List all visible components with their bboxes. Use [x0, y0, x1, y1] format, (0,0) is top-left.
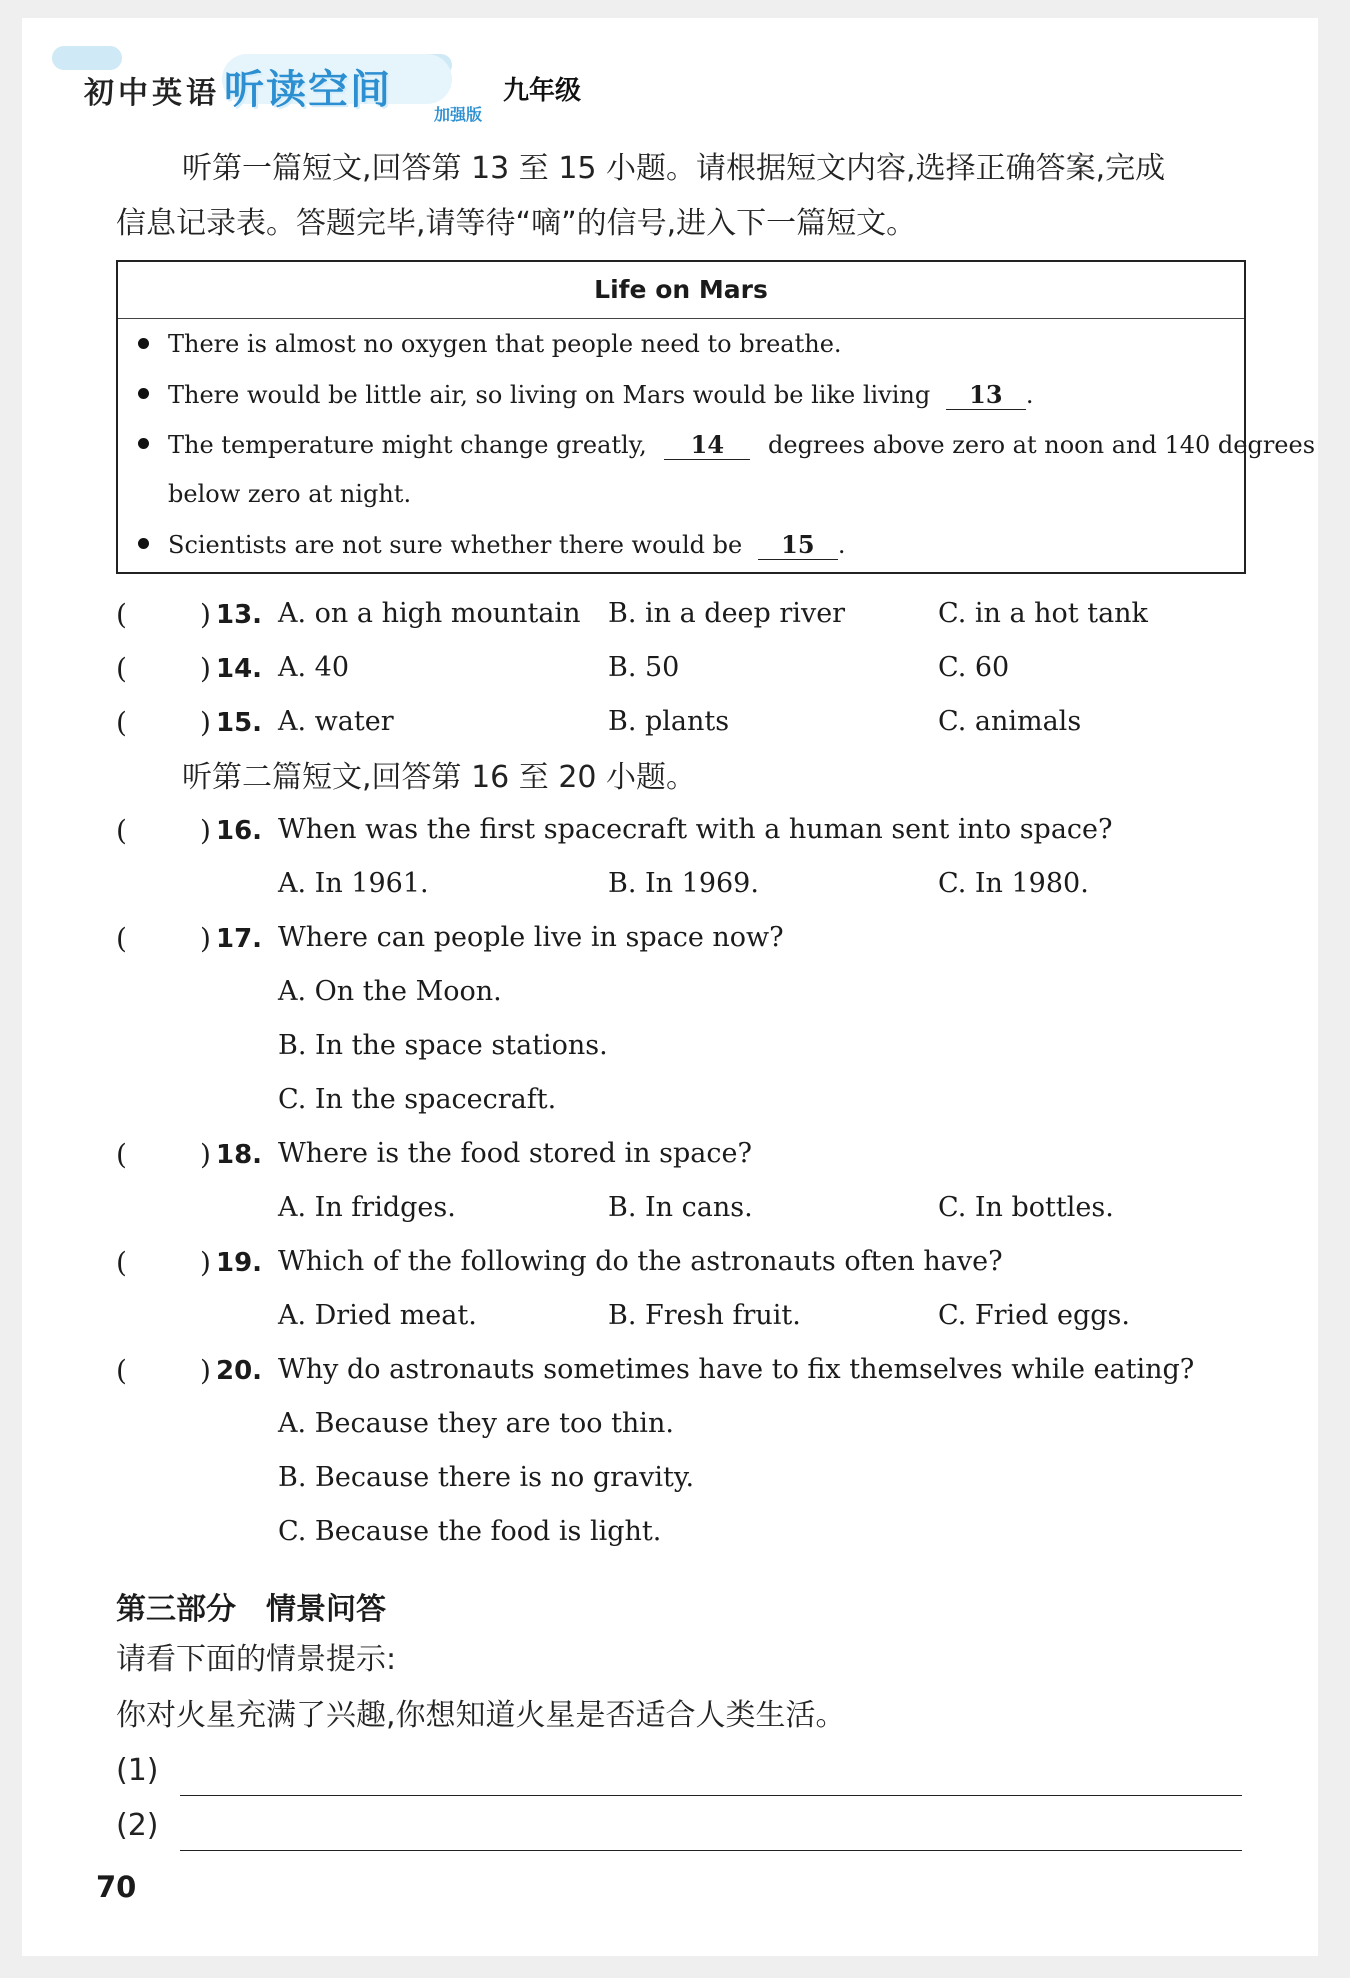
answer-paren-close: ): [200, 1354, 211, 1387]
bullet-text: Scientists are not sure whether there would be: [168, 531, 743, 559]
option-b[interactable]: B. plants: [608, 706, 730, 737]
bullet-icon: [138, 438, 149, 449]
question-text: Which of the following do the astronauts often have?: [278, 1246, 1003, 1277]
question-text: Where can people live in space now?: [278, 922, 784, 953]
page-number: 70: [96, 1870, 137, 1904]
answer-paren-open[interactable]: (: [116, 1138, 127, 1171]
answer-line-2[interactable]: [180, 1850, 1242, 1851]
answer-paren-open[interactable]: (: [116, 652, 127, 685]
bullet-item: [168, 380, 1034, 410]
option-c[interactable]: C. in a hot tank: [938, 598, 1148, 629]
option-a[interactable]: A. On the Moon.: [278, 976, 502, 1007]
option-b[interactable]: B. Because there is no gravity.: [278, 1462, 695, 1493]
option-c[interactable]: C. In the spacecraft.: [278, 1084, 557, 1115]
info-record-table: [116, 260, 1246, 574]
question-number: 16.: [216, 816, 263, 846]
answer-item-1-label: (1): [116, 1753, 159, 1788]
bullet-item: [168, 330, 842, 358]
option-a[interactable]: A. water: [278, 706, 394, 737]
option-b[interactable]: B. In cans.: [608, 1192, 753, 1223]
option-a[interactable]: A. In 1961.: [278, 868, 429, 899]
edition-badge: 加强版: [434, 105, 483, 124]
answer-paren-close: ): [200, 652, 211, 685]
book-header: [52, 40, 652, 124]
option-c[interactable]: C. animals: [938, 706, 1082, 737]
brand-logo: 听读空间: [224, 67, 392, 113]
series-title: 初中英语: [84, 76, 220, 111]
blank-15[interactable]: 15: [758, 530, 838, 560]
answer-paren-close: ): [200, 922, 211, 955]
option-b[interactable]: B. Fresh fruit.: [608, 1300, 801, 1331]
part-3-prompt: 请看下面的情景提示:: [116, 1642, 397, 1677]
bullet-item: [168, 530, 846, 560]
option-a[interactable]: A. on a high mountain: [278, 598, 581, 629]
answer-paren-open[interactable]: (: [116, 706, 127, 739]
question-number: 17.: [216, 924, 263, 954]
option-a[interactable]: A. Because they are too thin.: [278, 1408, 674, 1439]
table-title: Life on Mars: [118, 262, 1244, 319]
bullet-item: [168, 430, 1315, 460]
question-text: When was the first spacecraft with a human sent into space?: [278, 814, 1113, 845]
question-number: 15.: [216, 708, 263, 738]
option-c[interactable]: C. Fried eggs.: [938, 1300, 1130, 1331]
question-number: 20.: [216, 1356, 263, 1386]
option-b[interactable]: B. In the space stations.: [278, 1030, 608, 1061]
bullet-punct: .: [1025, 381, 1034, 409]
answer-line-1[interactable]: [180, 1795, 1242, 1796]
blank-14[interactable]: 14: [664, 430, 750, 460]
question-number: 13.: [216, 600, 263, 630]
cloud-decoration: [52, 46, 122, 70]
bullet-icon: [138, 338, 149, 349]
intro-line-2: 信息记录表。答题完毕,请等待“嘀”的信号,进入下一篇短文。: [116, 206, 917, 241]
bullet-text: The temperature might change greatly,: [168, 431, 647, 459]
answer-paren-open[interactable]: (: [116, 1246, 127, 1279]
option-c[interactable]: C. 60: [938, 652, 1010, 683]
answer-paren-close: ): [200, 1138, 211, 1171]
option-c[interactable]: C. In 1980.: [938, 868, 1089, 899]
part-3-scenario: 你对火星充满了兴趣,你想知道火星是否适合人类生活。: [116, 1698, 846, 1733]
question-number: 19.: [216, 1248, 263, 1278]
part-3-heading: 第三部分 情景问答: [116, 1592, 386, 1627]
option-b[interactable]: B. 50: [608, 652, 680, 683]
option-a[interactable]: A. In fridges.: [278, 1192, 456, 1223]
answer-paren-close: ): [200, 1246, 211, 1279]
blank-13[interactable]: 13: [946, 380, 1026, 410]
option-b[interactable]: B. in a deep river: [608, 598, 846, 629]
option-a[interactable]: A. 40: [278, 652, 350, 683]
bullet-punct: .: [837, 531, 846, 559]
question-text: Why do astronauts sometimes have to fix themselves while eating?: [278, 1354, 1195, 1385]
question-number: 14.: [216, 654, 263, 684]
grade-label: 九年级: [503, 76, 582, 106]
intro-line-1: 听第一篇短文,回答第 13 至 15 小题。请根据短文内容,选择正确答案,完成: [182, 151, 1166, 186]
bullet-text: degrees above zero at noon and 140 degrees: [768, 431, 1316, 459]
answer-paren-close: ): [200, 706, 211, 739]
bullet-text: There would be little air, so living on Mars would be like living: [168, 381, 931, 409]
option-a[interactable]: A. Dried meat.: [278, 1300, 477, 1331]
option-c[interactable]: C. In bottles.: [938, 1192, 1114, 1223]
question-text: Where is the food stored in space?: [278, 1138, 752, 1169]
option-b[interactable]: B. In 1969.: [608, 868, 759, 899]
option-c[interactable]: C. Because the food is light.: [278, 1516, 662, 1547]
answer-paren-open[interactable]: (: [116, 814, 127, 847]
answer-paren-close: ): [200, 814, 211, 847]
answer-item-2-label: (2): [116, 1808, 159, 1843]
bullet-icon: [138, 538, 149, 549]
bullet-text-continued: below zero at night.: [168, 480, 412, 508]
bullet-text: There is almost no oxygen that people need to breathe.: [168, 330, 842, 358]
answer-paren-close: ): [200, 598, 211, 631]
answer-paren-open[interactable]: (: [116, 598, 127, 631]
section-intro-2: 听第二篇短文,回答第 16 至 20 小题。: [182, 760, 697, 795]
question-number: 18.: [216, 1140, 263, 1170]
bullet-icon: [138, 388, 149, 399]
answer-paren-open[interactable]: (: [116, 1354, 127, 1387]
answer-paren-open[interactable]: (: [116, 922, 127, 955]
